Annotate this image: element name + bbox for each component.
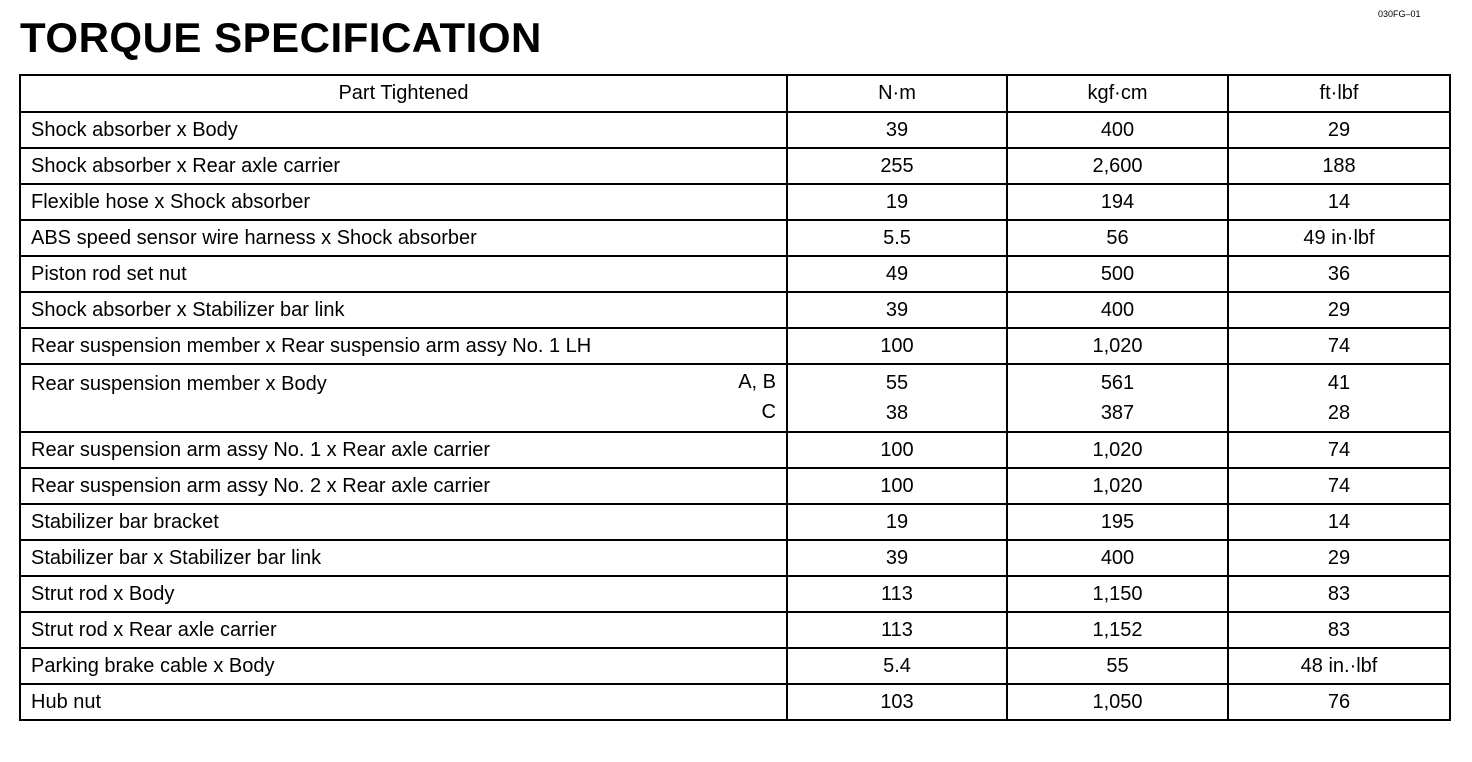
nm-cell: 19 xyxy=(787,184,1007,220)
part-cell: Shock absorber x Rear axle carrier xyxy=(20,148,787,184)
nm-cell: 39 xyxy=(787,540,1007,576)
kgfcm-cell: 400 xyxy=(1007,292,1228,328)
part-cell xyxy=(20,364,787,432)
subrow-value: 41 xyxy=(1327,372,1351,394)
table-row xyxy=(20,432,1450,468)
subrow-value: 561 xyxy=(1100,372,1135,394)
ftlbf-cell: 74 xyxy=(1228,328,1450,364)
table-row xyxy=(20,684,1450,720)
kgfcm-cell xyxy=(1007,364,1228,432)
ftlbf-cell: 188 xyxy=(1228,148,1450,184)
ftlbf-cell: 29 xyxy=(1228,292,1450,328)
kgfcm-cell: 55 xyxy=(1007,648,1228,684)
part-name: Rear suspension member x Body xyxy=(31,373,327,395)
kgfcm-cell: 1,152 xyxy=(1007,612,1228,648)
table-row xyxy=(20,540,1450,576)
nm-cell: 5.5 xyxy=(787,220,1007,256)
header-nm: N·m xyxy=(787,75,1007,112)
kgfcm-cell: 400 xyxy=(1007,112,1228,148)
part-cell: Flexible hose x Shock absorber xyxy=(20,184,787,220)
part-cell: Rear suspension member x Rear suspensio arm assy No. 1 LH xyxy=(20,328,787,364)
nm-cell xyxy=(787,364,1007,432)
kgfcm-cell: 2,600 xyxy=(1007,148,1228,184)
header-part-tightened: Part Tightened xyxy=(20,75,787,112)
kgfcm-cell: 1,020 xyxy=(1007,468,1228,504)
part-cell: Shock absorber x Stabilizer bar link xyxy=(20,292,787,328)
subrow-label: C xyxy=(761,401,776,423)
kgfcm-cell: 1,050 xyxy=(1007,684,1228,720)
table-header-row xyxy=(20,75,1450,112)
nm-cell: 113 xyxy=(787,612,1007,648)
part-cell: Parking brake cable x Body xyxy=(20,648,787,684)
ftlbf-cell: 14 xyxy=(1228,184,1450,220)
kgfcm-cell: 1,020 xyxy=(1007,432,1228,468)
table-row xyxy=(20,148,1450,184)
kgfcm-cell: 1,150 xyxy=(1007,576,1228,612)
subrow-value: 38 xyxy=(885,402,909,424)
part-cell: Rear suspension arm assy No. 1 x Rear axle carrier xyxy=(20,432,787,468)
subrow-label: A, B xyxy=(738,371,776,393)
part-cell: Rear suspension arm assy No. 2 x Rear axle carrier xyxy=(20,468,787,504)
part-cell: Hub nut xyxy=(20,684,787,720)
table-row xyxy=(20,504,1450,540)
ftlbf-cell: 29 xyxy=(1228,540,1450,576)
ftlbf-cell: 83 xyxy=(1228,612,1450,648)
header-ftlbf: ft·lbf xyxy=(1228,75,1450,112)
table-row xyxy=(20,256,1450,292)
page-title: TORQUE SPECIFICATION xyxy=(20,14,542,61)
kgfcm-cell: 500 xyxy=(1007,256,1228,292)
ftlbf-cell: 76 xyxy=(1228,684,1450,720)
table-row xyxy=(20,468,1450,504)
table-row xyxy=(20,292,1450,328)
subrow-value: 28 xyxy=(1327,402,1351,424)
table-row xyxy=(20,576,1450,612)
table-row xyxy=(20,112,1450,148)
nm-cell: 39 xyxy=(787,292,1007,328)
nm-cell: 113 xyxy=(787,576,1007,612)
nm-cell: 100 xyxy=(787,432,1007,468)
ftlbf-cell: 83 xyxy=(1228,576,1450,612)
part-cell: Shock absorber x Body xyxy=(20,112,787,148)
ftlbf-cell: 36 xyxy=(1228,256,1450,292)
part-cell: Strut rod x Body xyxy=(20,576,787,612)
subrow-value: 55 xyxy=(885,372,909,394)
part-cell: Strut rod x Rear axle carrier xyxy=(20,612,787,648)
ftlbf-cell: 74 xyxy=(1228,468,1450,504)
kgfcm-cell: 56 xyxy=(1007,220,1228,256)
nm-cell: 39 xyxy=(787,112,1007,148)
ftlbf-cell: 14 xyxy=(1228,504,1450,540)
ftlbf-cell: 49 in·lbf xyxy=(1228,220,1450,256)
nm-cell: 5.4 xyxy=(787,648,1007,684)
subrow-value: 387 xyxy=(1100,402,1135,424)
ftlbf-cell: 74 xyxy=(1228,432,1450,468)
table-row xyxy=(20,648,1450,684)
part-cell: Stabilizer bar x Stabilizer bar link xyxy=(20,540,787,576)
nm-cell: 19 xyxy=(787,504,1007,540)
document-code: 030FG–01 xyxy=(1378,9,1421,19)
part-cell: Stabilizer bar bracket xyxy=(20,504,787,540)
table-row xyxy=(20,612,1450,648)
kgfcm-cell: 1,020 xyxy=(1007,328,1228,364)
kgfcm-cell: 194 xyxy=(1007,184,1228,220)
ftlbf-cell: 48 in.·lbf xyxy=(1228,648,1450,684)
ftlbf-cell: 29 xyxy=(1228,112,1450,148)
table-row xyxy=(20,184,1450,220)
ftlbf-cell xyxy=(1228,364,1450,432)
nm-cell: 255 xyxy=(787,148,1007,184)
header-kgfcm: kgf·cm xyxy=(1007,75,1228,112)
nm-cell: 103 xyxy=(787,684,1007,720)
nm-cell: 100 xyxy=(787,328,1007,364)
part-cell: Piston rod set nut xyxy=(20,256,787,292)
table-row xyxy=(20,220,1450,256)
torque-spec-table xyxy=(19,74,1451,721)
kgfcm-cell: 400 xyxy=(1007,540,1228,576)
nm-cell: 100 xyxy=(787,468,1007,504)
part-cell: ABS speed sensor wire harness x Shock absorber xyxy=(20,220,787,256)
table-row xyxy=(20,328,1450,364)
table-row-multi xyxy=(20,364,1450,432)
kgfcm-cell: 195 xyxy=(1007,504,1228,540)
nm-cell: 49 xyxy=(787,256,1007,292)
